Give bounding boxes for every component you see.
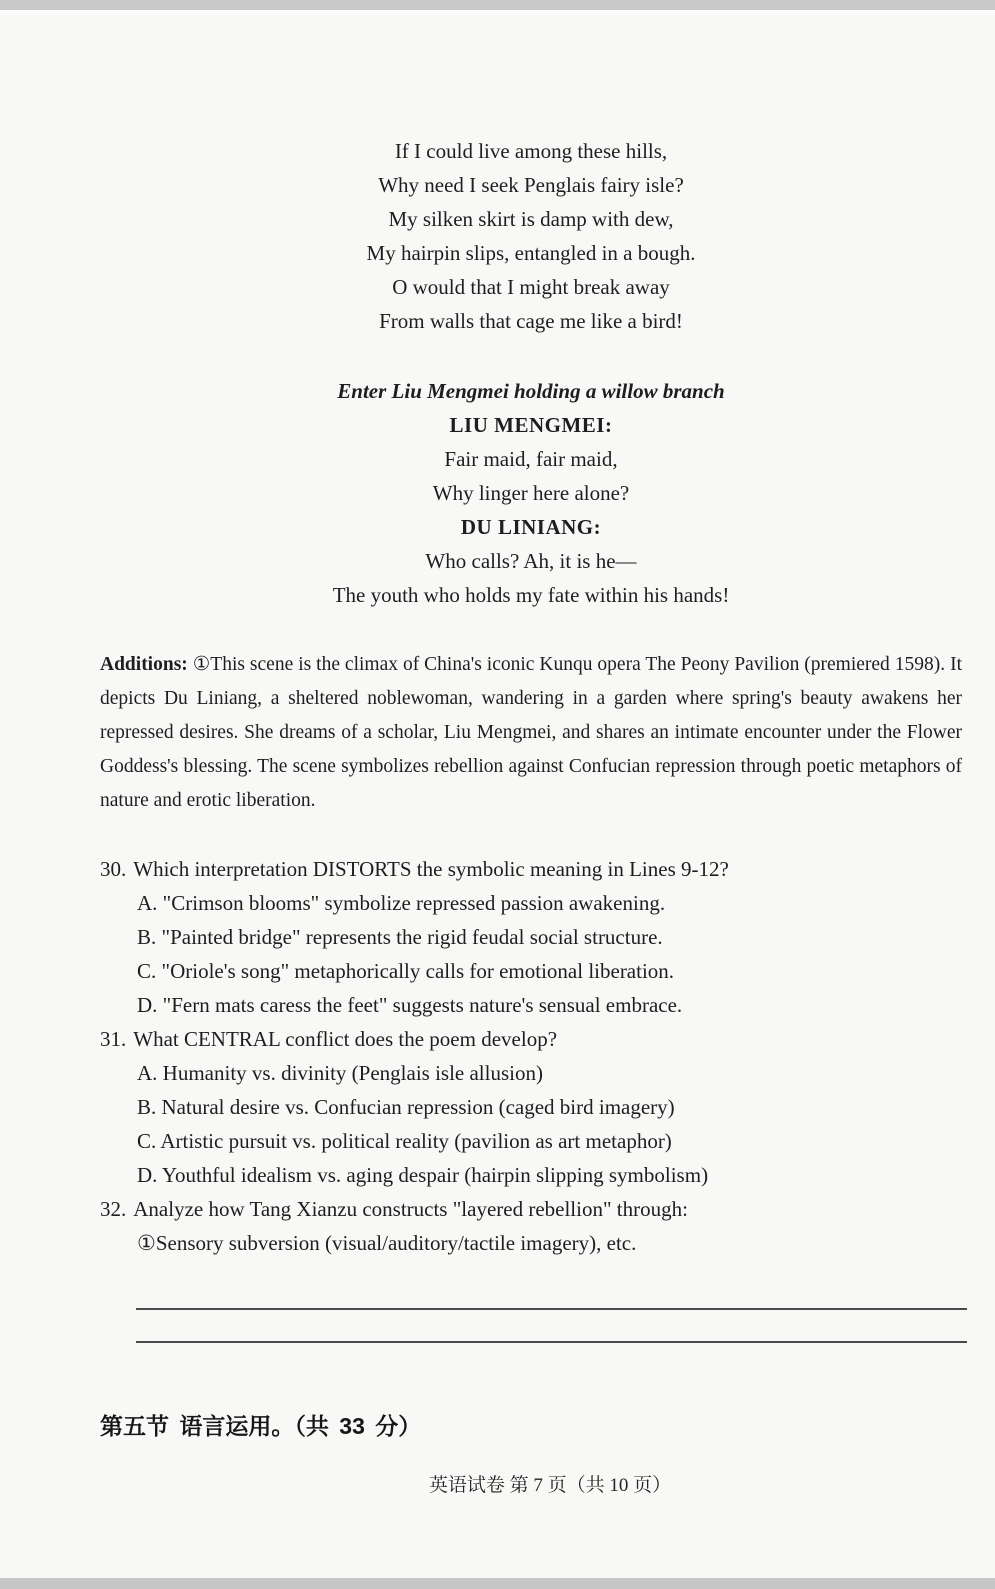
exam-page	[0, 134, 995, 1498]
dialog-line: Fair maid, fair maid,	[444, 447, 618, 471]
additions-line: depicts Du Liniang, a sheltered noblewoman, wandering in a garden where spring's beauty awakens her	[100, 688, 962, 709]
additions-label: Additions:	[100, 654, 188, 675]
stage-direction: Enter Liu Mengmei holding a willow branch	[337, 379, 725, 403]
dialog-line: Why linger here alone?	[432, 481, 630, 505]
question-32-stem	[100, 1192, 962, 1226]
question-31-option-d: D. Youthful idealism vs. aging despair (hairpin slipping symbolism)	[137, 1163, 709, 1187]
additions-text: ①This scene is the climax of China's iconic Kunqu opera The Peony Pavilion (premiered 1598). It	[192, 654, 962, 675]
question-text: What CENTRAL conflict does the poem develop?	[133, 1027, 558, 1051]
scene-block	[100, 374, 962, 612]
question-31-stem	[100, 1022, 962, 1056]
additions-line: Goddess's blessing. The scene symbolizes rebellion against Confucian repression through poetic metaphors of	[100, 756, 962, 777]
poem-block	[100, 134, 962, 338]
poem-line: O would that I might break away	[392, 275, 670, 299]
poem-line: My silken skirt is damp with dew,	[388, 207, 674, 231]
dialog-line: Who calls? Ah, it is he—	[425, 549, 637, 573]
poem-line: Why need I seek Penglais fairy isle?	[378, 173, 684, 197]
question-number: 31.	[100, 1027, 127, 1051]
questions-block	[100, 852, 962, 1260]
speaker-name: LIU MENGMEI:	[449, 413, 613, 437]
question-30-option-b: B. "Painted bridge" represents the rigid feudal social structure.	[137, 925, 663, 949]
question-30-option-d: D. "Fern mats caress the feet" suggests nature's sensual embrace.	[137, 993, 683, 1017]
answer-blank-line	[136, 1341, 967, 1343]
question-31-option-b: B. Natural desire vs. Confucian repression (caged bird imagery)	[137, 1095, 675, 1119]
question-31-option-c: C. Artistic pursuit vs. political reality (pavilion as art metaphor)	[137, 1129, 672, 1153]
answer-blank-line	[136, 1308, 967, 1310]
question-30-option-a: A. "Crimson blooms" symbolize repressed passion awakening.	[137, 891, 666, 915]
top-gray-bar	[0, 0, 995, 13]
question-30-stem	[100, 852, 962, 886]
additions-line	[100, 648, 962, 682]
question-30-option-c: C. "Oriole's song" metaphorically calls for emotional liberation.	[137, 959, 675, 983]
page-footer: 英语试卷 第 7 页（共 10 页）	[428, 1475, 672, 1496]
question-text: Analyze how Tang Xianzu constructs "layered rebellion" through:	[133, 1197, 688, 1221]
speaker-name: DU LINIANG:	[460, 515, 602, 539]
question-31-option-a: A. Humanity vs. divinity (Penglais isle allusion)	[137, 1061, 543, 1085]
additions-paragraph	[100, 648, 962, 818]
bottom-gray-bar	[0, 1578, 995, 1589]
poem-line: My hairpin slips, entangled in a bough.	[366, 241, 696, 265]
additions-line: nature and erotic liberation.	[100, 790, 316, 811]
poem-line: From walls that cage me like a bird!	[379, 309, 683, 333]
dialog-line: The youth who holds my fate within his hands!	[332, 583, 730, 607]
question-32-subitem: ①Sensory subversion (visual/auditory/tactile imagery), etc.	[137, 1231, 637, 1255]
question-number: 30.	[100, 857, 127, 881]
section-header: 第五节 语言运用。（共 33 分）	[100, 1413, 422, 1439]
question-number: 32.	[100, 1197, 127, 1221]
question-text: Which interpretation DISTORTS the symbolic meaning in Lines 9-12?	[133, 857, 729, 881]
additions-line: repressed desires. She dreams of a scholar, Liu Mengmei, and shares an intimate encounter under the Flower	[100, 722, 962, 743]
poem-line: If I could live among these hills,	[394, 139, 668, 163]
